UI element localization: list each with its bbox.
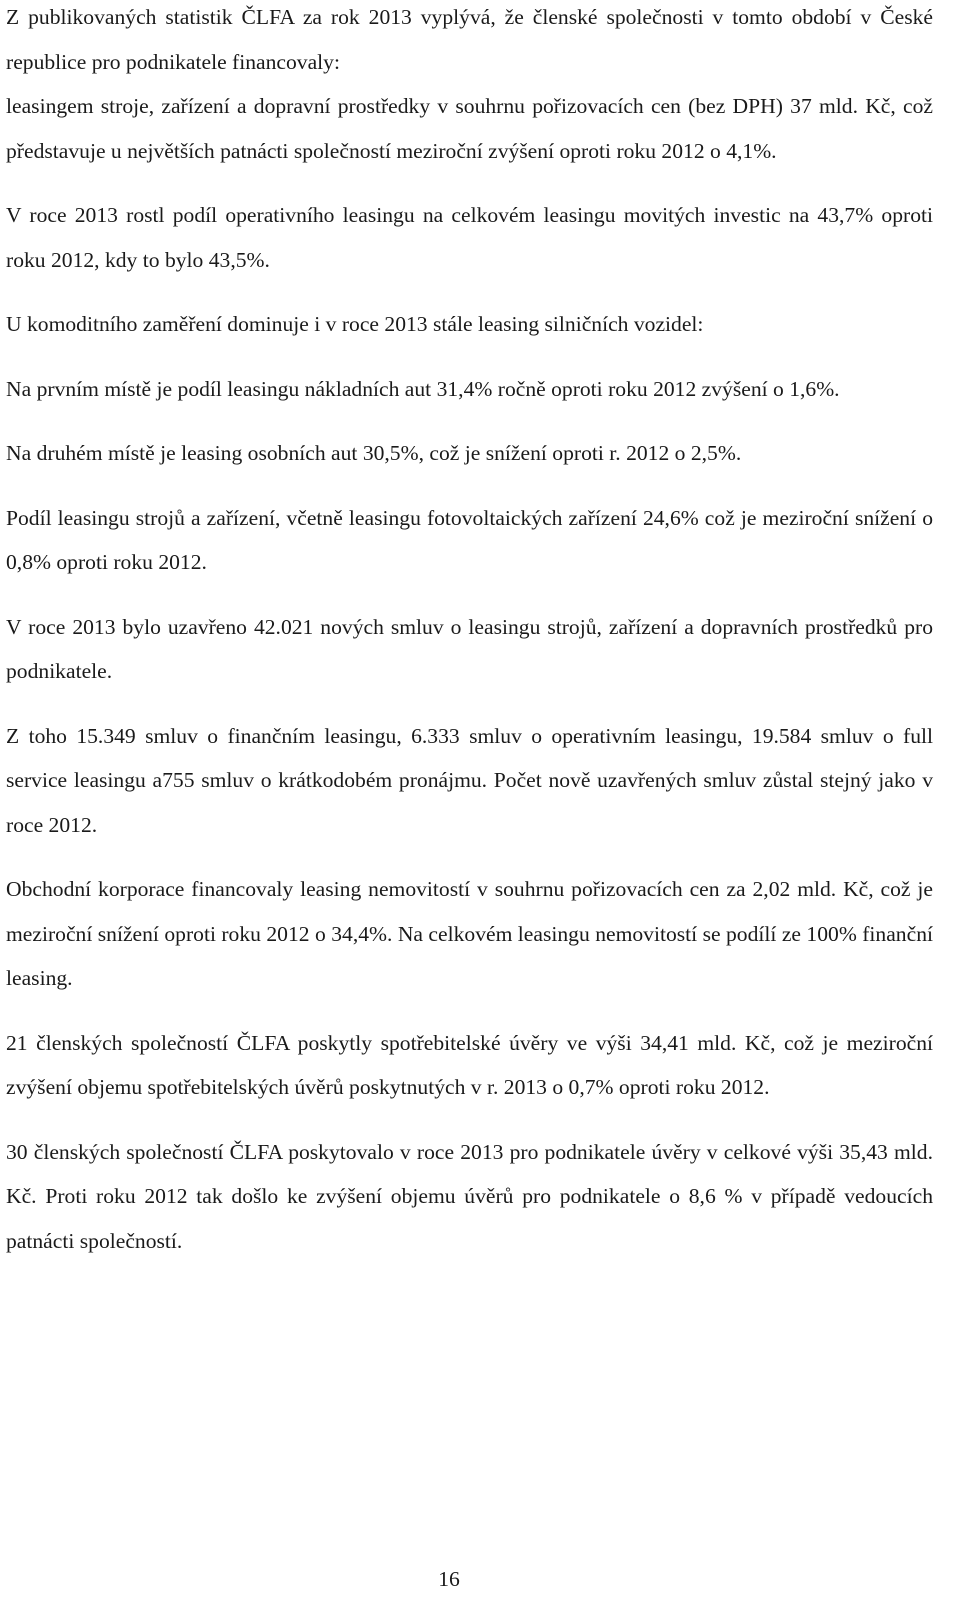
paragraph-11: 21 členských společností ČLFA poskytly spotřebitelské úvěry ve výši 34,41 mld. Kč, což je meziroční zvýšení objemu spotřebitelských úvěrů poskytnutých v r. 2013 o 0,7% oproti roku 2012. xyxy=(6,1030,933,1099)
paragraph-12: 30 členských společností ČLFA poskytovalo v roce 2013 pro podnikatele úvěry v celkové výši 35,43 mld. Kč. Proti roku 2012 tak došlo ke zvýšení objemu úvěrů pro podnikatele o 8,6 % v případě vedoucích patnácti společností. xyxy=(6,1139,933,1253)
paragraph-3: V roce 2013 rostl podíl operativního leasingu na celkovém leasingu movitých investic na 43,7% oproti roku 2012, kdy to bylo 43,5%. xyxy=(6,203,933,272)
paragraph-8: V roce 2013 bylo uzavřeno 42.021 nových smluv o leasingu strojů, zařízení a dopravních prostředků pro podnikatele. xyxy=(6,614,933,683)
paragraph-4: U komoditního zaměření dominuje i v roce 2013 stále leasing silničních vozidel: xyxy=(6,312,704,336)
body-text xyxy=(6,0,933,1283)
paragraph-6: Na druhém místě je leasing osobních aut 30,5%, což je snížení oproti r. 2012 o 2,5%. xyxy=(6,441,742,465)
paragraph-7: Podíl leasingu strojů a zařízení, včetně leasingu fotovoltaických zařízení 24,6% což je meziroční snížení o 0,8% oproti roku 2012. xyxy=(6,505,933,574)
paragraph-9: Z toho 15.349 smluv o finančním leasingu, 6.333 smluv o operativním leasingu, 19.584 smluv o full service leasingu a755 smluv o krátkodobém pronájmu. Počet nově uzavřených smluv zůstal stejný jako v roce 2012. xyxy=(6,723,933,837)
paragraph-1: Z publikovaných statistik ČLFA za rok 2013 vyplývá, že členské společnosti v tomto období v České republice pro podnikatele financovaly: xyxy=(6,5,933,74)
paragraph-10: Obchodní korporace financovaly leasing nemovitostí v souhrnu pořizovacích cen za 2,02 mld. Kč, což je meziroční snížení oproti roku 2012 o 34,4%. Na celkovém leasingu nemovitostí se podílí ze 100% finanční leasing. xyxy=(6,877,933,990)
paragraph-2: leasingem stroje, zařízení a dopravní prostředky v souhrnu pořizovacích cen (bez DPH) 37 mld. Kč, což představuje u největších patnácti společností meziroční zvýšení oproti roku 2012 o 4,1%. xyxy=(6,94,933,163)
paragraph-5: Na prvním místě je podíl leasingu nákladních aut 31,4% ročně oproti roku 2012 zvýšení o 1,6%. xyxy=(6,376,840,401)
page-number: 16 xyxy=(438,1567,460,1591)
